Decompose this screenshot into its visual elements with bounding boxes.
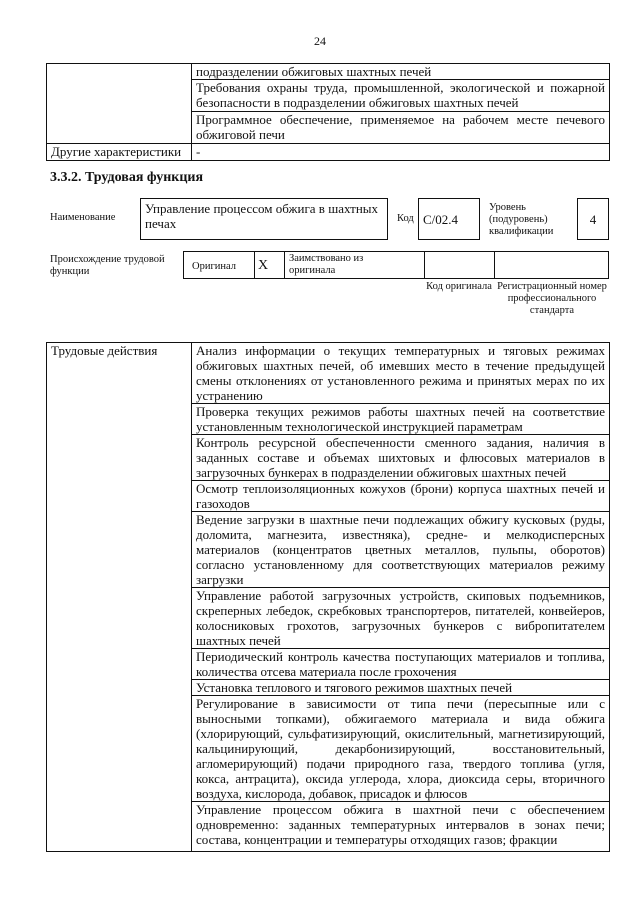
labor-action-item: Осмотр теплоизоляционных кожухов (брони) корпуса шахтных печей и газоходов — [192, 481, 610, 512]
table-cell: подразделении обжиговых шахтных печей — [192, 64, 610, 80]
page-number: 24 — [314, 34, 326, 48]
labor-actions-table — [46, 342, 610, 852]
labor-action-item: Установка теплового и тягового режимов шахтных печей — [192, 680, 610, 696]
table-cell: Требования охраны труда, промышленной, экологической и пожарной безопасности в подразделении обжиговых шахтных печей — [192, 80, 610, 112]
section-title: 3.3.2. Трудовая функция — [50, 170, 204, 185]
labor-action-item: Контроль ресурсной обеспеченности сменного задания, наличия в заданных составе и объемах шихтовых и флюсовых материалов в загрузочных бункерах в подразделении обжиговых шахтных печей — [192, 435, 610, 481]
other-characteristics-label: Другие характеристики — [47, 144, 192, 161]
name-label: Наименование — [50, 212, 116, 223]
labor-action-item: Периодический контроль качества поступающих материалов и топлива, количества отсева материала после грохочения — [192, 649, 610, 680]
code-label: Код — [397, 213, 414, 224]
table-label-cell — [47, 64, 192, 144]
level-label: Уровень (подуровень) квалификации — [489, 202, 554, 237]
labor-action-item: Анализ информации о текущих температурных и тяговых режимах обжиговых шахтных печей, об имевших место в течение предыдущей смены отклонениях от установленного режима и принятых мерах по их устранению — [192, 343, 610, 404]
level-value-box: 4 — [577, 198, 609, 240]
requirements-table — [46, 63, 610, 161]
labor-action-item: Управление процессом обжига в шахтной печи с обеспечением одновременно: заданных температурных интервалов в зонах печи; состава, концентрации и температуры отходящих газов; фракции — [192, 802, 610, 852]
function-name-box: Управление процессом обжига в шахтных печах — [140, 198, 388, 240]
origin-label: Происхождение трудовой функции — [50, 254, 165, 277]
code-value-box: С/02.4 — [418, 198, 480, 240]
original-mark: X — [258, 258, 269, 273]
code-original-caption: Код оригинала — [426, 281, 492, 292]
origin-box — [183, 251, 609, 279]
reg-number-caption: Регистрационный номер профессионального стандарта — [497, 281, 607, 316]
original-label: Оригинал — [192, 261, 236, 272]
other-characteristics-value: - — [192, 144, 610, 161]
labor-action-item: Ведение загрузки в шахтные печи подлежащих обжигу кусковых (руды, доломита, магнезита, известняка), средне- и мелкодисперсных материалов (концентратов цветных металлов, пульпы, оборотов) согласно установленному для соответствующих материалов режиму загрузки — [192, 512, 610, 588]
labor-action-item: Регулирование в зависимости от типа печи (пересыпные или с выносными топками), обжигаемого материала и вида обжига (хлорирующий, сульфатизирующий, окислительный, магнетизирующий, кальцинирующий, декарбонизирующий, восстановительный, агломерирующий) подачи природного газа, твердого топлива (угля, кокса, антрацита), оксида углерода, хлора, диоксида серы, вторичного воздуха, кислорода, добавок, присадок и флюсов — [192, 696, 610, 802]
labor-action-item: Проверка текущих режимов работы шахтных печей на соответствие установленным технологической инструкцией параметрам — [192, 404, 610, 435]
table-cell: Программное обеспечение, применяемое на рабочем месте печевого обжиговой печи — [192, 112, 610, 144]
labor-action-item: Управление работой загрузочных устройств, скиповых подъемников, скреперных лебедок, скребковых транспортеров, питателей, конвейеров, колосниковых грохотов, загрузочных бункеров с вибропитателем шахтных печей — [192, 588, 610, 649]
borrowed-label: Заимствовано из оригинала — [289, 253, 364, 276]
labor-actions-label: Трудовые действия — [47, 343, 192, 852]
